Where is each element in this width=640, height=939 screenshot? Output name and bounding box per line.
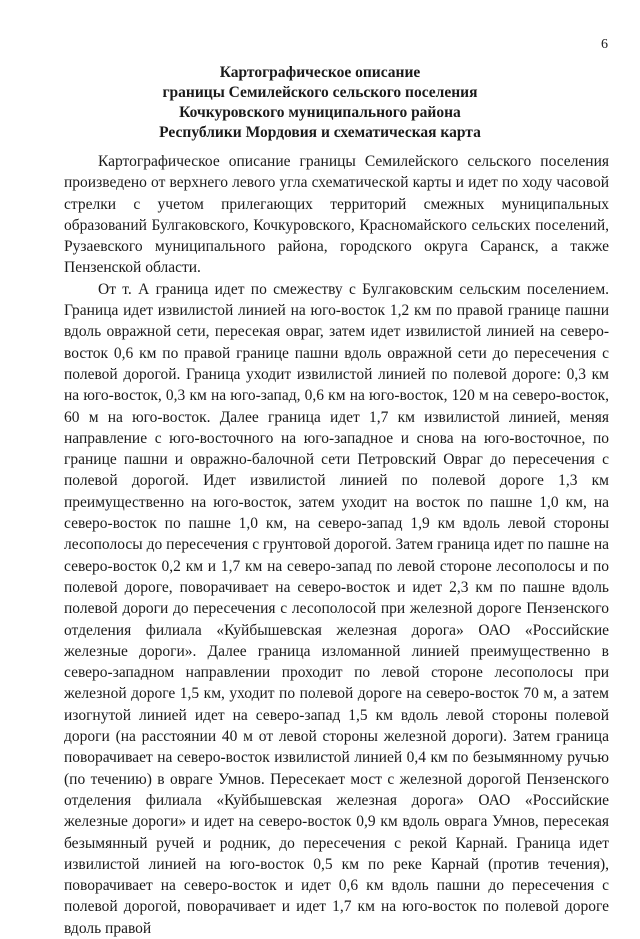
document-body — [64, 151, 609, 939]
page-number: 6 — [601, 37, 608, 52]
title-line-4: Республики Мордовия и схематическая карта — [159, 124, 481, 141]
paragraph-boundary-description: От т. А граница идет по смежеству с Булгаковским сельским поселением. Граница идет извилистой линией на юго-восток 1,2 км по правой границе пашни вдоль овражной сети, пересекая овраг, затем идет извилистой линией на северо-восток 0,6 км по правой границе пашни вдоль овражной сети до пересечения с полевой дорогой. Граница уходит извилистой линией по полевой дороге: 0,3 км на юго-восток, 0,3 км на юго-запад, 0,6 км на юго-восток, 120 м на северо-восток, 60 м на юго-восток. Далее граница идет 1,7 км извилистой линией, меняя направление с юго-восточного на юго-западное и снова на юго-восточное, по границе пашни и овражно-балочной сети Петровский Овраг до пересечения с полевой дорогой. Идет извилистой линией по полевой дороге 1,3 км преимущественно на юго-восток, затем уходит на восток по пашне 1,0 км, на северо-восток по пашне 1,0 км, на северо-запад 1,9 км вдоль левой стороны лесополосы до пересечения с грунтовой дорогой. Затем граница идет по пашне на северо-восток 0,2 км и 1,7 км на северо-запад по левой стороне лесополосы и по полевой дороге, поворачивает на северо-восток и идет 2,3 км по пашне вдоль полевой дороги до пересечения с лесополосой при железной дороге Пензенского отделения филиала «Куйбышевская железная дорога» ОАО «Российские железные дороги». Далее граница изломанной линией преимущественно в северо-западном направлении проходит по левой стороне лесополосы при железной дороге 1,5 км, уходит по полевой дороге на северо-восток 70 м, а затем изогнутой линией идет на северо-запад 1,5 км вдоль левой стороны полевой дороги (на расстоянии 40 м от левой стороны железной дороги). Затем граница поворачивает на северо-восток извилистой линией 0,4 км по безымянному ручью (по течению) в овраге Умнов. Пересекает мост с железной дорогой Пензенского отделения филиала «Куйбышевская железная дорога» ОАО «Российские железные дороги» и идет на северо-восток 0,9 км вдоль оврага Умнов, пересекая безымянный ручей и родник, до пересечения с рекой Карнай. Граница идет извилистой линией на юго-восток 0,5 км по реке Карнай (против течения), поворачивает на северо-восток и идет 0,6 км вдоль пашни до пересечения с полевой дорогой, поворачивает и идет 1,7 км на юго-восток по полевой дороге вдоль правой — [64, 280, 609, 937]
title-line-2: границы Семилейского сельского поселения — [162, 84, 478, 101]
paragraph-intro: Картографическое описание границы Семилейского сельского поселения произведено от верхнего левого угла схематической карты и идет по ходу часовой стрелки с учетом прилегающих территорий смежных муниципальных образований Булгаковского, Кочкуровского, Красномайского сельских поселений, Рузаевского муниципального района, городского округа Саранск, а также Пензенской области. — [64, 153, 609, 277]
document-title — [0, 63, 640, 143]
title-line-3: Кочкуровского муниципального района — [179, 104, 461, 121]
title-line-1: Картографическое описание — [219, 64, 421, 81]
